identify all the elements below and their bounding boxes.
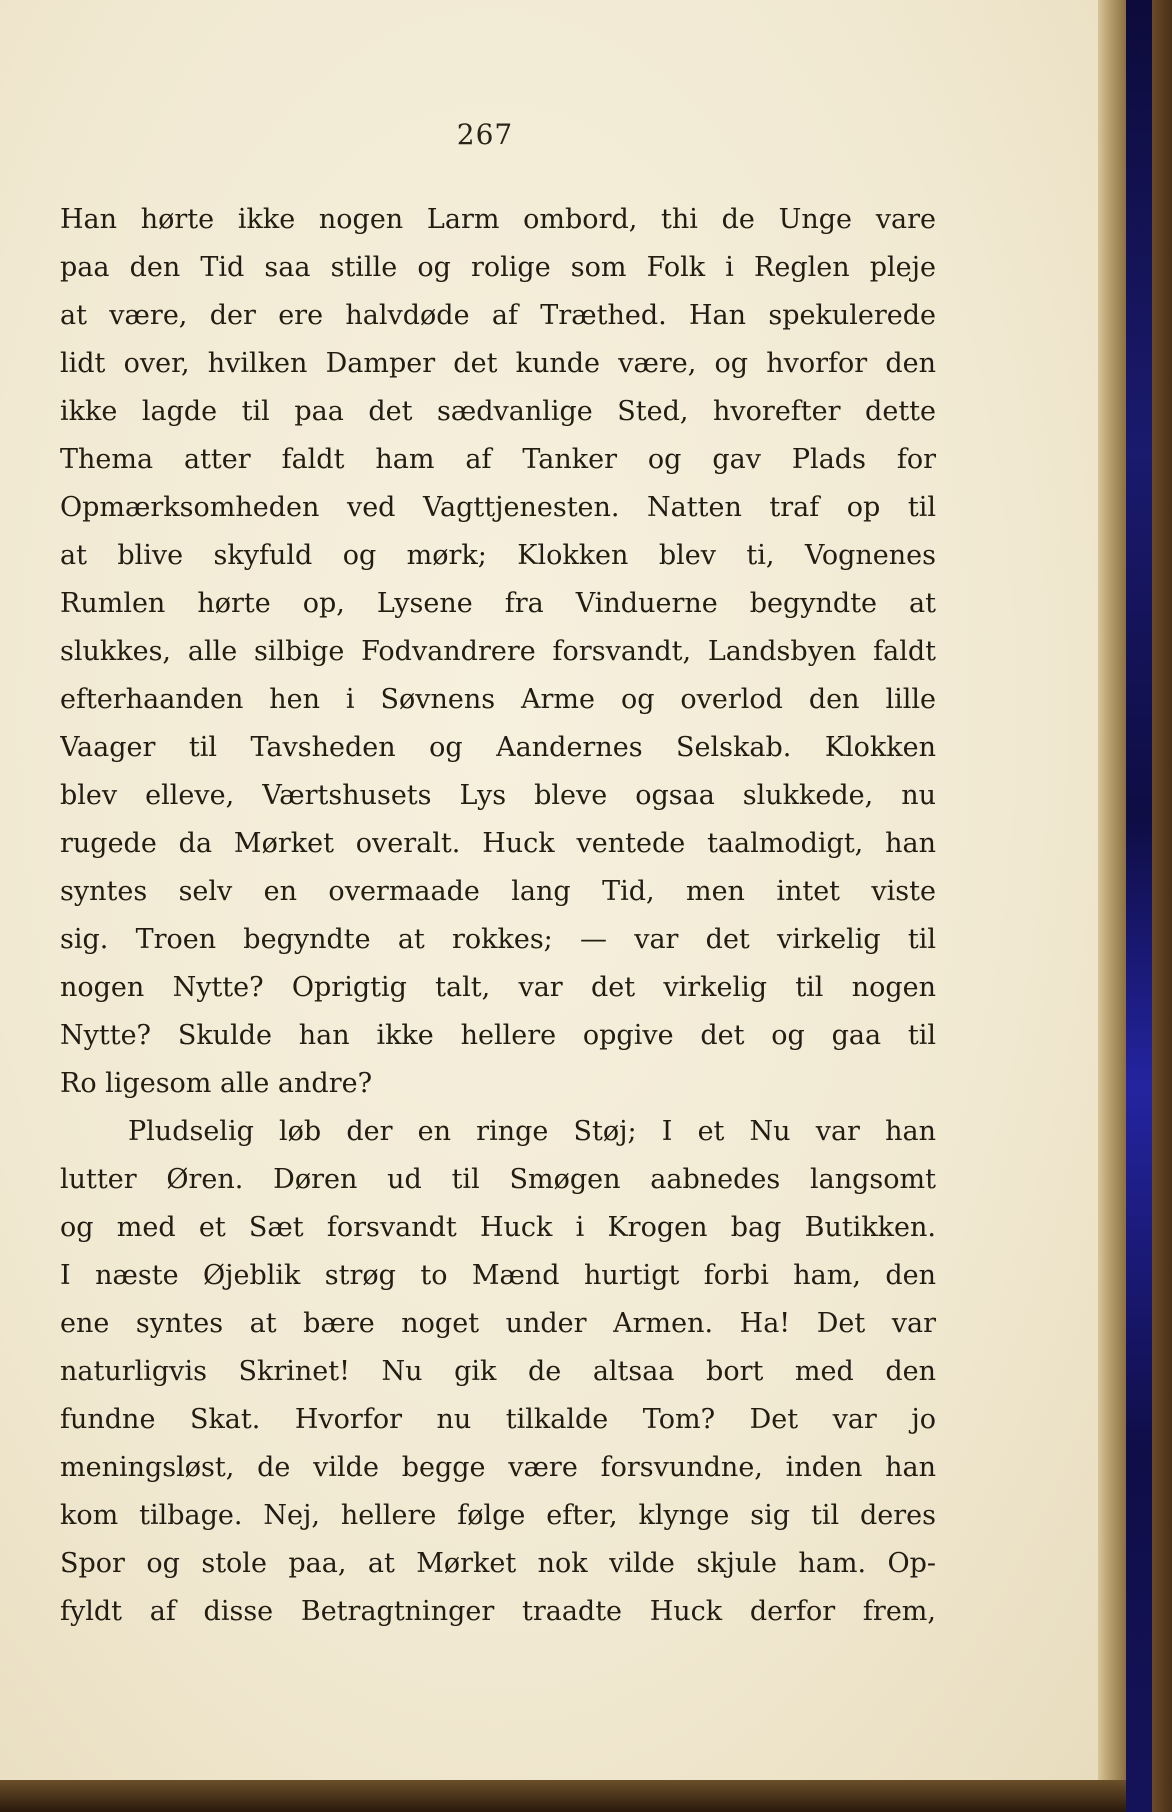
text-line: ikke lagde til paa det sædvanlige Sted, hvorefter dette bbox=[60, 396, 936, 427]
text-line: at blive skyfuld og mørk; Klokken blev ti, Vognenes bbox=[60, 540, 936, 571]
book-spine bbox=[1152, 0, 1172, 1812]
text-line: Nytte? Skulde han ikke hellere opgive det og gaa til bbox=[60, 1020, 936, 1051]
text-line: Rumlen hørte op, Lysene fra Vinduerne begyndte at bbox=[60, 588, 936, 619]
text-line: Opmærksomheden ved Vagttjenesten. Natten traf op til bbox=[60, 492, 936, 523]
text-line: kom tilbage. Nej, hellere følge efter, klynge sig til deres bbox=[60, 1500, 936, 1531]
text-line: naturligvis Skrinet! Nu gik de altsaa bort med den bbox=[60, 1356, 936, 1387]
text-line: fyldt af disse Betragtninger traadte Huck derfor frem, bbox=[60, 1596, 936, 1627]
text-line: ene syntes at bære noget under Armen. Ha! Det var bbox=[60, 1308, 936, 1339]
text-line: syntes selv en overmaade lang Tid, men intet viste bbox=[60, 876, 936, 907]
text-line: I næste Øjeblik strøg to Mænd hurtigt forbi ham, den bbox=[60, 1260, 936, 1291]
page-bottom-edge bbox=[0, 1780, 1126, 1812]
text-line: meningsløst, de vilde begge være forsvundne, inden han bbox=[60, 1452, 936, 1483]
text-line: lidt over, hvilken Damper det kunde være, og hvorfor den bbox=[60, 348, 936, 379]
text-line: Han hørte ikke nogen Larm ombord, thi de Unge vare bbox=[60, 204, 936, 235]
text-line: blev elleve, Værtshusets Lys bleve ogsaa slukkede, nu bbox=[60, 780, 936, 811]
text-line: at være, der ere halvdøde af Træthed. Han spekulerede bbox=[60, 300, 936, 331]
text-line: Thema atter faldt ham af Tanker og gav Plads for bbox=[60, 444, 936, 475]
body-text bbox=[60, 196, 936, 1636]
paragraph-start-line: Pludselig løb der en ringe Støj; I et Nu var han bbox=[128, 1116, 936, 1147]
text-line: slukkes, alle silbige Fodvandrere forsvandt, Landsbyen faldt bbox=[60, 636, 936, 667]
text-line: lutter Øren. Døren ud til Smøgen aabnedes langsomt bbox=[60, 1164, 936, 1195]
text-line: efterhaanden hen i Søvnens Arme og overlod den lille bbox=[60, 684, 936, 715]
page-number: 267 bbox=[456, 118, 514, 151]
book-cover-edge bbox=[1126, 0, 1152, 1812]
text-line: fundne Skat. Hvorfor nu tilkalde Tom? Det var jo bbox=[60, 1404, 936, 1435]
page-gutter bbox=[1098, 0, 1126, 1812]
text-line: Vaager til Tavsheden og Aandernes Selskab. Klokken bbox=[60, 732, 936, 763]
text-line: rugede da Mørket overalt. Huck ventede taalmodigt, han bbox=[60, 828, 936, 859]
text-line: og med et Sæt forsvandt Huck i Krogen bag Butikken. bbox=[60, 1212, 936, 1243]
text-line: sig. Troen begyndte at rokkes; — var det virkelig til bbox=[60, 924, 936, 955]
paragraph-end-line: Ro ligesom alle andre? bbox=[60, 1068, 373, 1099]
text-line: Spor og stole paa, at Mørket nok vilde skjule ham. Op- bbox=[60, 1548, 936, 1579]
text-line: nogen Nytte? Oprigtig talt, var det virkelig til nogen bbox=[60, 972, 936, 1003]
text-line: paa den Tid saa stille og rolige som Folk i Reglen pleje bbox=[60, 252, 936, 283]
